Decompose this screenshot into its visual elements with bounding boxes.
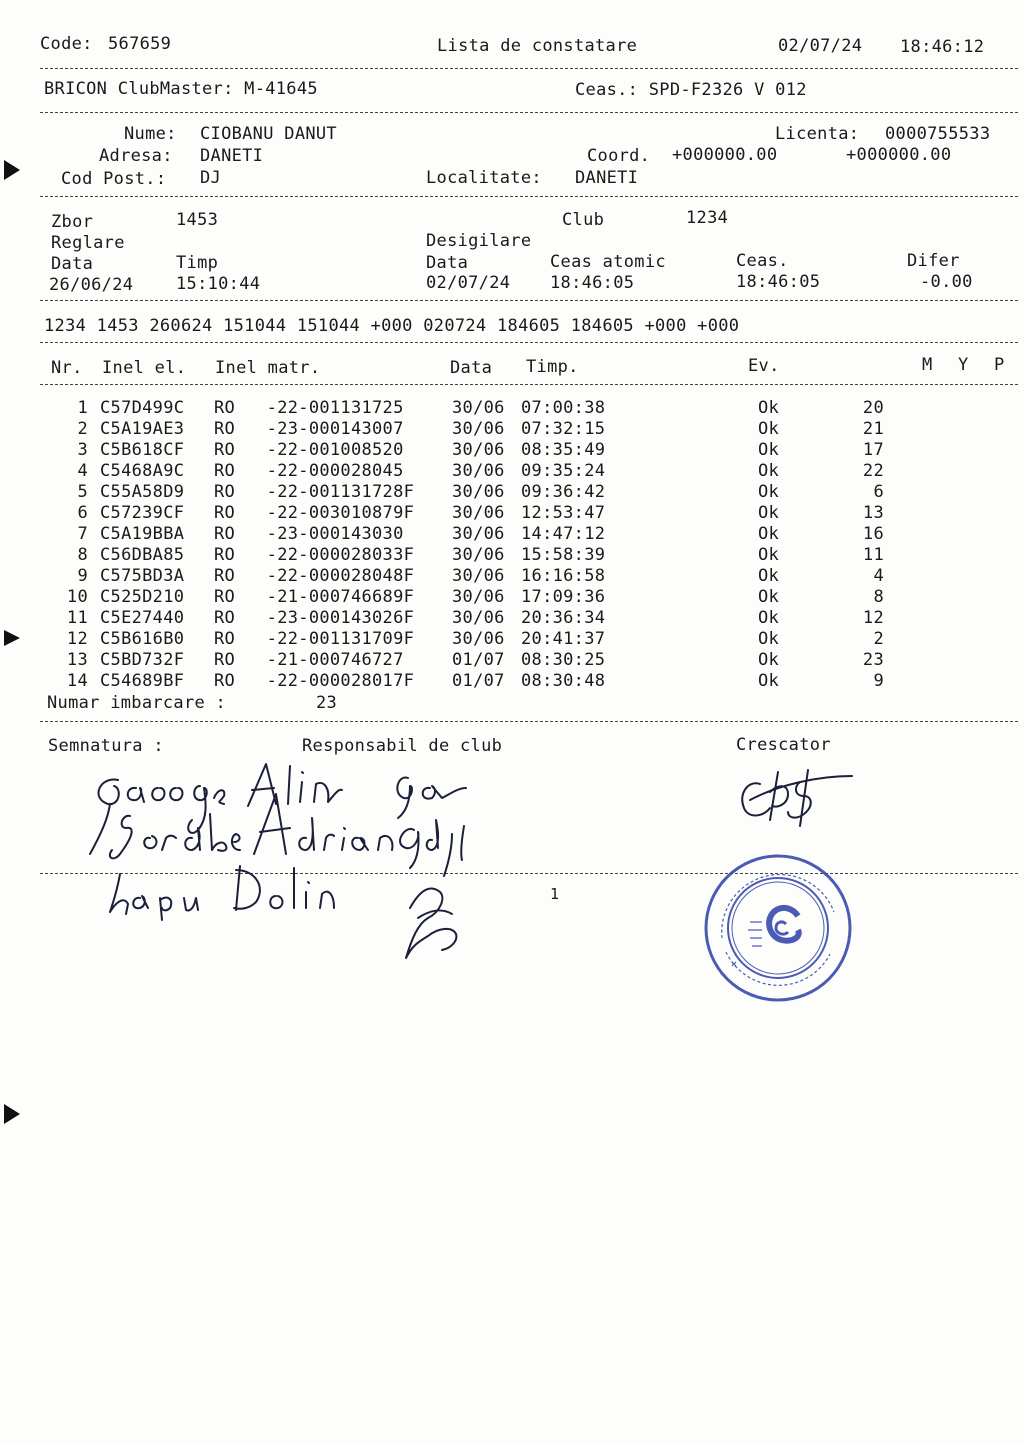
row-ev: Ok [758,524,780,544]
row-ev: Ok [758,629,780,649]
table-row [0,545,1024,566]
page-number: 1 [550,885,560,903]
clock-time: 18:46:05 [736,272,821,292]
row-value: 4 [873,566,884,586]
signature-stroke [299,818,392,850]
scan-edge-marks [0,130,24,1140]
row-inel-matr: RO -22-000028045 [214,461,404,481]
desigilare-label: Desigilare [426,231,532,251]
row-timp: 20:36:34 [521,608,606,628]
row-timp: 09:35:24 [521,461,606,481]
row-timp: 15:58:39 [521,545,606,565]
col-p: P [994,355,1005,375]
row-timp: 17:09:36 [521,587,606,607]
signature-stroke [288,766,290,804]
row-value: 6 [873,482,884,502]
row-timp: 08:30:25 [521,650,606,670]
divider [40,342,1018,343]
row-ev: Ok [758,461,780,481]
row-inel-matr: RO -22-001131725 [214,398,404,418]
row-nr: 11 [66,608,88,628]
signature-stroke [397,777,466,818]
divider [40,196,1018,197]
row-value: 22 [862,461,884,481]
signature-stroke [214,790,224,804]
row-ev: Ok [758,398,780,418]
row-inel-matr: RO -22-001131728F [214,482,415,502]
row-data: 01/07 [452,671,505,691]
row-value: 12 [862,608,884,628]
signature-stroke [110,874,148,914]
row-data: 30/06 [452,503,505,523]
row-data: 30/06 [452,440,505,460]
row-nr: 3 [77,440,88,460]
col-timp: Timp. [526,357,579,377]
table-row [0,671,1024,692]
header-time: 18:46:12 [900,37,985,57]
col-data: Data [450,358,493,378]
zbor-value: 1453 [176,210,219,230]
stamp-ring-core [732,882,824,974]
row-inel-el: C5B616B0 [100,629,185,649]
row-inel-matr: RO -23-000143030 [214,524,404,544]
signature-stroke [770,772,788,820]
coord-label: Coord. [587,146,651,166]
row-value: 21 [862,419,884,439]
row-ev: Ok [758,440,780,460]
row-value: 9 [873,671,884,691]
row-data: 30/06 [452,587,505,607]
signature-stroke [742,783,770,815]
address-value: DANETI [200,146,264,166]
col-inel-el: Inel el. [102,358,187,378]
desigilare-data-label: Data [426,253,469,273]
row-timp: 07:32:15 [521,419,606,439]
postal-value: DJ [200,168,222,188]
row-inel-el: C5B618CF [100,440,185,460]
row-inel-el: C57239CF [100,503,185,523]
row-nr: 9 [77,566,88,586]
row-nr: 6 [77,503,88,523]
row-data: 30/06 [452,566,505,586]
row-inel-el: C525D210 [100,587,185,607]
signature-stroke [184,898,198,911]
row-inel-matr: RO -22-001008520 [214,440,404,460]
row-ev: Ok [758,419,780,439]
signature-stroke [234,866,260,910]
stamp-star [732,962,736,966]
system-id: BRICON ClubMaster: M-41645 [44,79,318,99]
row-inel-el: C5A19BBA [100,524,185,544]
code-label: Code: [40,34,93,54]
row-timp: 12:53:47 [521,503,606,523]
table-row [0,566,1024,587]
row-value: 16 [862,524,884,544]
row-data: 30/06 [452,461,505,481]
stamp-text-lines [748,922,762,946]
stamp-ring-inner [728,878,828,978]
row-ev: Ok [758,503,780,523]
desigilare-date: 02/07/24 [426,273,511,293]
signature-stroke [188,786,207,833]
row-inel-matr: RO -21-000746689F [214,587,415,607]
address-label: Adresa: [99,146,173,166]
row-inel-matr: RO -22-000028048F [214,566,415,586]
row-ev: Ok [758,545,780,565]
name-label: Nume: [124,124,177,144]
row-timp: 16:16:58 [521,566,606,586]
row-ev: Ok [758,566,780,586]
row-ev: Ok [758,671,780,691]
signature-stroke [160,898,171,920]
row-value: 11 [862,545,884,565]
signature-stroke [400,820,452,876]
license-label: Licenta: [775,124,860,144]
postal-label: Cod Post.: [61,169,167,189]
table-row [0,524,1024,545]
col-ev: Ev. [748,356,780,376]
table-row [0,608,1024,629]
row-ev: Ok [758,482,780,502]
table-row [0,587,1024,608]
breeder-signature [730,762,860,832]
reglare-date: 26/06/24 [49,275,134,295]
row-data: 30/06 [452,629,505,649]
row-timp: 07:00:38 [521,398,606,418]
signature-stroke [128,788,144,802]
row-nr: 4 [77,461,88,481]
reglare-label: Reglare [51,233,125,253]
row-data: 30/06 [452,482,505,502]
row-inel-el: C54689BF [100,671,185,691]
row-timp: 20:41:37 [521,629,606,649]
row-data: 30/06 [452,608,505,628]
row-inel-el: C5E27440 [100,608,185,628]
difer-value: -0.00 [920,272,973,292]
club-signatures [80,758,560,968]
club-value: 1234 [686,208,729,228]
clock-id: Ceas.: SPD-F2326 V 012 [575,80,807,100]
timp-label: Timp [176,253,219,273]
data-label: Data [51,254,94,274]
row-timp: 14:47:12 [521,524,606,544]
signature-stroke [144,836,176,850]
signature-stroke [314,783,342,802]
col-nr: Nr. [51,358,83,378]
row-nr: 8 [77,545,88,565]
col-y: Y [958,355,969,375]
row-nr: 7 [77,524,88,544]
table-row [0,650,1024,671]
row-inel-matr: RO -21-000746727 [214,650,404,670]
row-inel-matr: RO -22-000028017F [214,671,415,691]
row-inel-matr: RO -22-001131709F [214,629,415,649]
table-row [0,503,1024,524]
row-ev: Ok [758,608,780,628]
row-timp: 08:30:48 [521,671,606,691]
stamp-text-arc [726,952,830,985]
row-inel-matr: RO -22-003010879F [214,503,415,523]
row-nr: 13 [66,650,88,670]
row-data: 01/07 [452,650,505,670]
divider [40,300,1018,301]
clock-label: Ceas. [736,251,789,271]
encoded-line: 1234 1453 260624 151044 151044 +000 020724 184605 184605 +000 +000 [44,316,740,336]
row-timp: 09:36:42 [521,482,606,502]
signature-stroke [406,889,456,958]
row-value: 8 [873,587,884,607]
embark-label: Numar imbarcare : [47,693,227,713]
divider [40,68,1018,69]
table-row [0,629,1024,650]
atomic-label: Ceas atomic [550,252,666,272]
divider [40,721,1018,722]
coord-x: +000000.00 [672,145,778,165]
signature-label: Semnatura : [48,736,164,756]
row-ev: Ok [758,650,780,670]
signature-stroke [300,772,303,802]
row-nr: 5 [77,482,88,502]
row-value: 23 [862,650,884,670]
table-row [0,461,1024,482]
signature-stroke [152,788,182,800]
row-nr: 2 [77,419,88,439]
zbor-label: Zbor [51,212,94,232]
row-inel-el: C55A58D9 [100,482,185,502]
row-data: 30/06 [452,545,505,565]
row-value: 2 [873,629,884,649]
signature-stroke [110,816,132,859]
table-row [0,419,1024,440]
row-inel-el: C57D499C [100,398,185,418]
punch-mark [4,1104,20,1124]
signature-stroke [90,780,119,854]
row-nr: 12 [66,629,88,649]
row-data: 30/06 [452,398,505,418]
embark-count: 23 [316,693,338,713]
breeder-label: Crescator [736,735,831,755]
col-m: M [922,355,933,375]
row-nr: 10 [66,587,88,607]
signature-stroke [270,868,334,908]
header-date: 02/07/24 [778,36,863,56]
document-title: Lista de constatare [437,36,638,56]
owner-name: CIOBANU DANUT [200,124,337,144]
locality-label: Localitate: [426,168,542,188]
row-timp: 08:35:49 [521,440,606,460]
coord-y: +000000.00 [846,145,952,165]
col-inel-matr: Inel matr. [215,358,321,378]
table-row [0,482,1024,503]
signature-stroke [248,764,276,806]
table-row [0,398,1024,419]
row-ev: Ok [758,587,780,607]
signature-stroke [461,826,464,860]
row-data: 30/06 [452,524,505,544]
row-inel-matr: RO -22-000028033F [214,545,415,565]
divider [40,112,1018,113]
difer-label: Difer [907,251,960,271]
row-data: 30/06 [452,419,505,439]
row-inel-el: C5A19AE3 [100,419,185,439]
divider [40,384,1018,385]
club-label: Club [562,210,605,230]
row-inel-matr: RO -23-000143026F [214,608,415,628]
atomic-time: 18:46:05 [550,273,635,293]
signature-stroke [254,794,290,854]
reglare-time: 15:10:44 [176,274,261,294]
license-value: 0000755533 [885,124,991,144]
row-inel-el: C5468A9C [100,461,185,481]
row-value: 13 [862,503,884,523]
row-value: 17 [862,440,884,460]
locality-value: DANETI [575,168,639,188]
stamp-emblem [776,922,788,934]
club-stamp [702,852,854,1004]
table-row [0,440,1024,461]
row-inel-el: C56DBA85 [100,545,185,565]
row-nr: 1 [77,398,88,418]
code-value: 567659 [108,34,172,54]
row-nr: 14 [66,671,88,691]
row-inel-el: C575BD3A [100,566,185,586]
row-inel-matr: RO -23-000143007 [214,419,404,439]
signature-stroke [788,782,811,818]
punch-mark [4,160,20,180]
row-value: 20 [862,398,884,418]
punch-mark [4,630,20,646]
stamp-emblem [769,908,799,941]
signature-stroke [800,770,808,826]
row-inel-el: C5BD732F [100,650,185,670]
club-responsible-label: Responsabil de club [302,736,503,756]
